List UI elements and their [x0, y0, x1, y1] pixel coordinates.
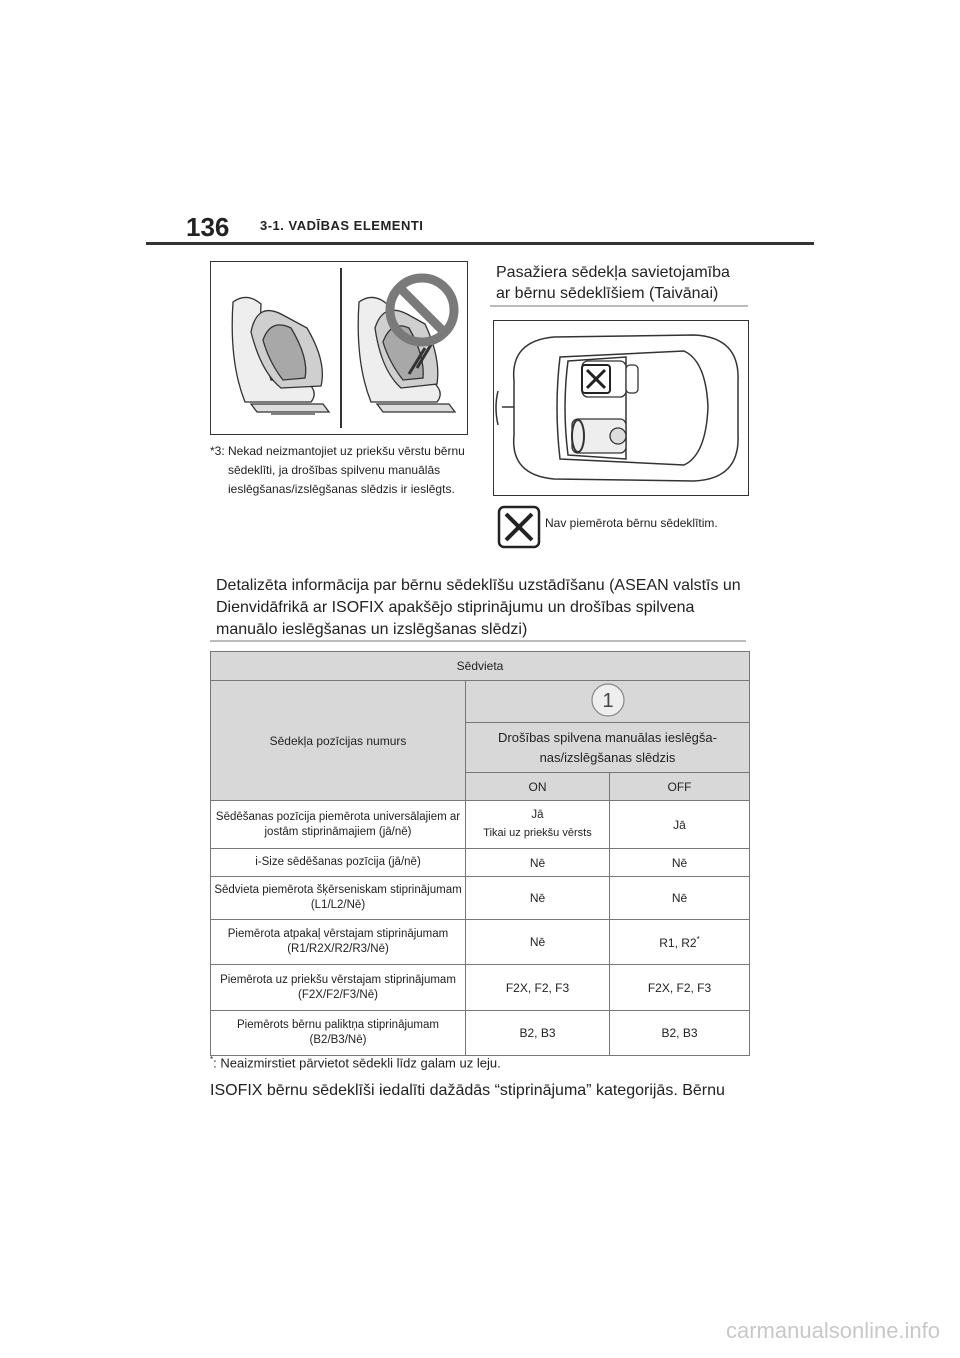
cell-value: Nē	[466, 920, 610, 965]
asean-heading: Detalizēta informācija par bērnu sēdeklīšu uzstādīšanu (ASEAN valstīs un Dienvidāfrikā ar ISOFIX apakšējo stiprinājumu un drošības spilvena manuālo ieslēgšanas un izslēgšanas slēdzi)	[216, 577, 741, 638]
off-header: OFF	[610, 773, 750, 801]
seat-left-illustration	[232, 297, 329, 414]
cell-value: F2X, F2, F3	[466, 965, 610, 1011]
compatibility-table	[210, 651, 750, 1056]
footnote-3-text: Nekad neizmantojiet uz priekšu vērstu bērnu sēdeklīti, ja drošības spilvenu manuālās ieslēgšanas/izslēgšanas slēdzis ir ieslēgts.	[228, 444, 465, 496]
cell-value: Nē	[466, 849, 610, 877]
row-label: Piemērots bērnu paliktņa stiprinājumam (B2/B3/Nē)	[211, 1011, 466, 1056]
cell-value: B2, B3	[610, 1011, 750, 1056]
header-divider	[146, 242, 814, 245]
seat-header: Sēdvieta	[211, 652, 750, 681]
footnote-mark: *	[210, 1055, 214, 1064]
cell-value: Nē	[610, 849, 750, 877]
cell-value: B2, B3	[466, 1011, 610, 1056]
on-header: ON	[466, 773, 610, 801]
table-row	[211, 1011, 750, 1056]
footnote-mark: *	[696, 934, 700, 944]
asean-heading-rule	[210, 640, 746, 642]
row-label: Piemērota atpakaļ vērstajam stiprinājumam (R1/R2X/R2/R3/Nē)	[211, 920, 466, 965]
car-top-view-illustration	[493, 320, 749, 496]
table-row	[211, 965, 750, 1011]
cell-note: Tikai uz priekšu vērsts	[483, 827, 592, 839]
footnote-3	[210, 442, 480, 499]
footnote-text: : Neaizmirstiet pārvietot sēdekli līdz galam uz leju.	[213, 1055, 501, 1071]
table-row	[211, 877, 750, 920]
row-label: i-Size sēdēšanas pozīcija (jā/nē)	[211, 849, 466, 877]
page-number: 136	[186, 212, 230, 242]
cell-value: Jā	[610, 801, 750, 849]
taiwan-heading-rule	[490, 305, 748, 307]
watermark: carmanualsonline.info	[726, 1318, 941, 1343]
not-suitable-icon	[582, 365, 610, 393]
table-row	[211, 801, 750, 849]
cell-value: Nē	[610, 877, 750, 920]
cell-value: Nē	[466, 877, 610, 920]
cell-value: F2X, F2, F3	[610, 965, 750, 1011]
position-number-badge	[588, 682, 628, 718]
not-suitable-legend-icon	[497, 505, 541, 554]
taiwan-heading: Pasažiera sēdekļa savietojamība ar bērnu sēdeklīšiem (Taivānai)	[496, 264, 730, 302]
row-label: Sēdēšanas pozīcija piemērota universālajiem ar jostām stiprināmajiem (jā/nē)	[211, 801, 466, 849]
cell-value: Jā	[531, 809, 544, 821]
row-label: Piemērota uz priekšu vērstajam stiprinājumam (F2X/F2/F3/Nē)	[211, 965, 466, 1011]
airbag-switch-header: Drošības spilvena manuālas ieslēgšanas/izslēgšanas slēdzis	[466, 723, 750, 773]
position-header: Sēdekļa pozīcijas numurs	[211, 681, 466, 801]
cell-value: R1, R2	[659, 935, 697, 950]
table-row	[211, 920, 750, 965]
seat-right-illustration	[358, 297, 455, 412]
table-footnote	[210, 1055, 501, 1070]
row-label: Sēdvieta piemērota šķērseniskam stiprinājumam (L1/L2/Nē)	[211, 877, 466, 920]
section-title: 3-1. VADĪBAS ELEMENTI	[260, 218, 424, 233]
footnote-3-label: *3:	[210, 444, 225, 458]
position-number-cell	[466, 681, 750, 723]
position-number: 1	[601, 690, 614, 712]
child-seat-illustration	[210, 261, 468, 435]
driver-seat	[572, 419, 626, 453]
body-text: ISOFIX bērnu sēdeklīši iedalīti dažādās “stiprinājuma” kategorijās. Bērnu	[210, 1082, 725, 1099]
table-row	[211, 849, 750, 877]
legend-text: Nav piemērota bērnu sēdeklītim.	[545, 516, 718, 530]
